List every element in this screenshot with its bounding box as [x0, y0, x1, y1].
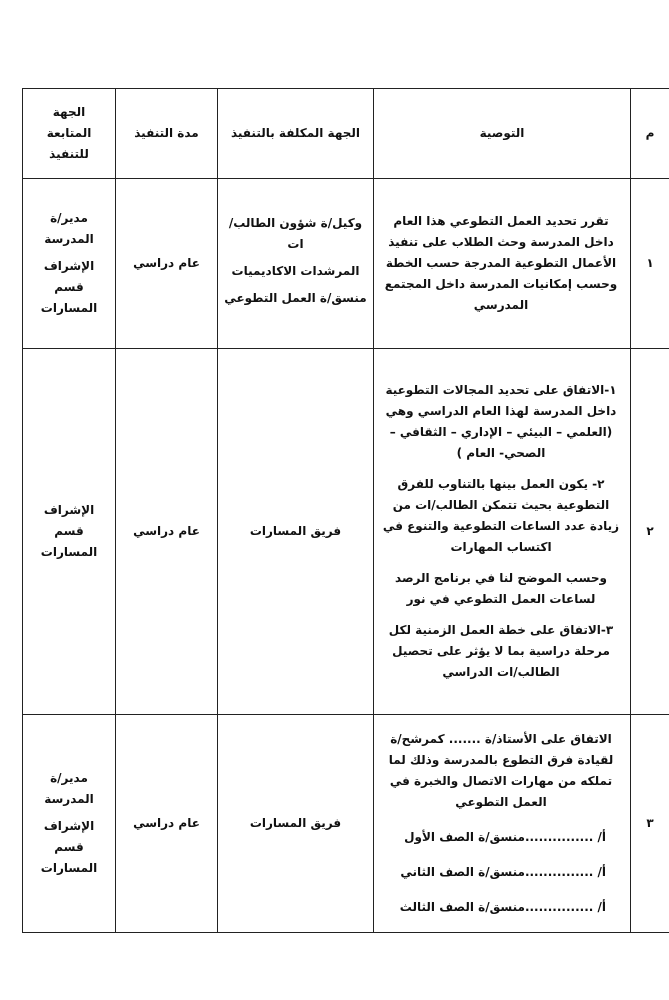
follow-up-line: مدير/ة — [50, 211, 88, 225]
duration-cell: عام دراسي — [116, 179, 218, 349]
row-number: ٢ — [631, 349, 669, 715]
follow-up-line: قسم — [54, 840, 84, 854]
coordinator-line: أ/ ...............منسق/ة الصف الثاني — [400, 865, 606, 879]
follow-up-line: الإشراف — [43, 503, 95, 517]
follow-up-cell — [23, 349, 116, 715]
header-follow-up-line: المتابعة — [46, 126, 92, 140]
recommendation-cell — [374, 715, 631, 933]
recommendation-cell — [374, 179, 631, 349]
follow-up-line: مدير/ة — [50, 771, 88, 785]
duration-cell: عام دراسي — [116, 349, 218, 715]
follow-up-line: المدرسة — [44, 792, 94, 806]
table-row — [23, 715, 669, 933]
header-recommendation: التوصية — [374, 89, 631, 179]
header-duration: مدة التنفيذ — [116, 89, 218, 179]
responsible-cell: فريق المسارات — [218, 715, 374, 933]
follow-up-line: قسم — [54, 280, 84, 294]
responsible-cell: فريق المسارات — [218, 349, 374, 715]
header-follow-up-line: الجهة — [52, 105, 86, 119]
recommendation-text: ٢- يكون العمل بينها بالتناوب للفرق التطوعية بحيث تتمكن الطالب/ات من زيادة عدد الساعات التطوعية والتنوع في اكتساب المهارات — [382, 477, 620, 554]
follow-up-line: المسارات — [40, 301, 98, 315]
coordinator-line: أ/ ...............منسق/ة الصف الأول — [404, 830, 606, 844]
recommendation-text: وحسب الموضح لنا في برنامج الرصد لساعات العمل التطوعي في نور — [395, 571, 607, 606]
table-header-row — [23, 89, 669, 179]
coordinator-line: أ/ ...............منسق/ة الصف الثالث — [399, 900, 606, 914]
recommendation-text: تقرر تحديد العمل التطوعي هذا العام داخل المدرسة وحث الطلاب على تنفيذ الأعمال التطوعية المدرجة حسب الخطة وحسب إمكانيات المدرسة داخل المجتمع المدرسي — [384, 214, 618, 312]
follow-up-line: المدرسة — [44, 232, 94, 246]
header-follow-up-line: للتنفيذ — [49, 147, 89, 161]
header-number: م — [631, 89, 669, 179]
follow-up-line: الإشراف — [43, 259, 95, 273]
header-follow-up — [23, 89, 116, 179]
responsible-line: منسق/ة العمل التطوعي — [224, 290, 367, 305]
header-responsible: الجهة المكلفة بالتنفيذ — [218, 89, 374, 179]
follow-up-line: الإشراف — [43, 819, 95, 833]
follow-up-cell — [23, 179, 116, 349]
responsible-cell — [218, 179, 374, 349]
follow-up-line: المسارات — [40, 545, 98, 559]
recommendation-cell — [374, 349, 631, 715]
recommendations-table — [22, 88, 669, 933]
recommendation-text: ١-الاتفاق على تحديد المجالات التطوعية داخل المدرسة لهذا العام الدراسي وهي (العلمي – البيئي – الإداري – الثقافي –الصحي- العام ) — [385, 383, 617, 460]
follow-up-line: المسارات — [40, 861, 98, 875]
table-row — [23, 349, 669, 715]
row-number: ١ — [631, 179, 669, 349]
responsible-line: المرشدات الاكاديميات — [231, 263, 360, 278]
row-number: ٣ — [631, 715, 669, 933]
responsible-line: وكيل/ة شؤون الطالب/ات — [228, 215, 363, 251]
table-row — [23, 179, 669, 349]
duration-cell: عام دراسي — [116, 715, 218, 933]
recommendation-text: الاتفاق على الأستاذ/ة ....... كمرشح/ة لقيادة فرق التطوع بالمدرسة وذلك لما تملكه من مهارات الاتصال والخبرة في العمل التطوعي — [388, 732, 614, 809]
follow-up-cell — [23, 715, 116, 933]
follow-up-line: قسم — [54, 524, 84, 538]
recommendation-text: ٣-الاتفاق على خطة العمل الزمنية لكل مرحلة دراسية بما لا يؤثر على تحصيل الطالب/ات الدراسي — [388, 623, 614, 679]
